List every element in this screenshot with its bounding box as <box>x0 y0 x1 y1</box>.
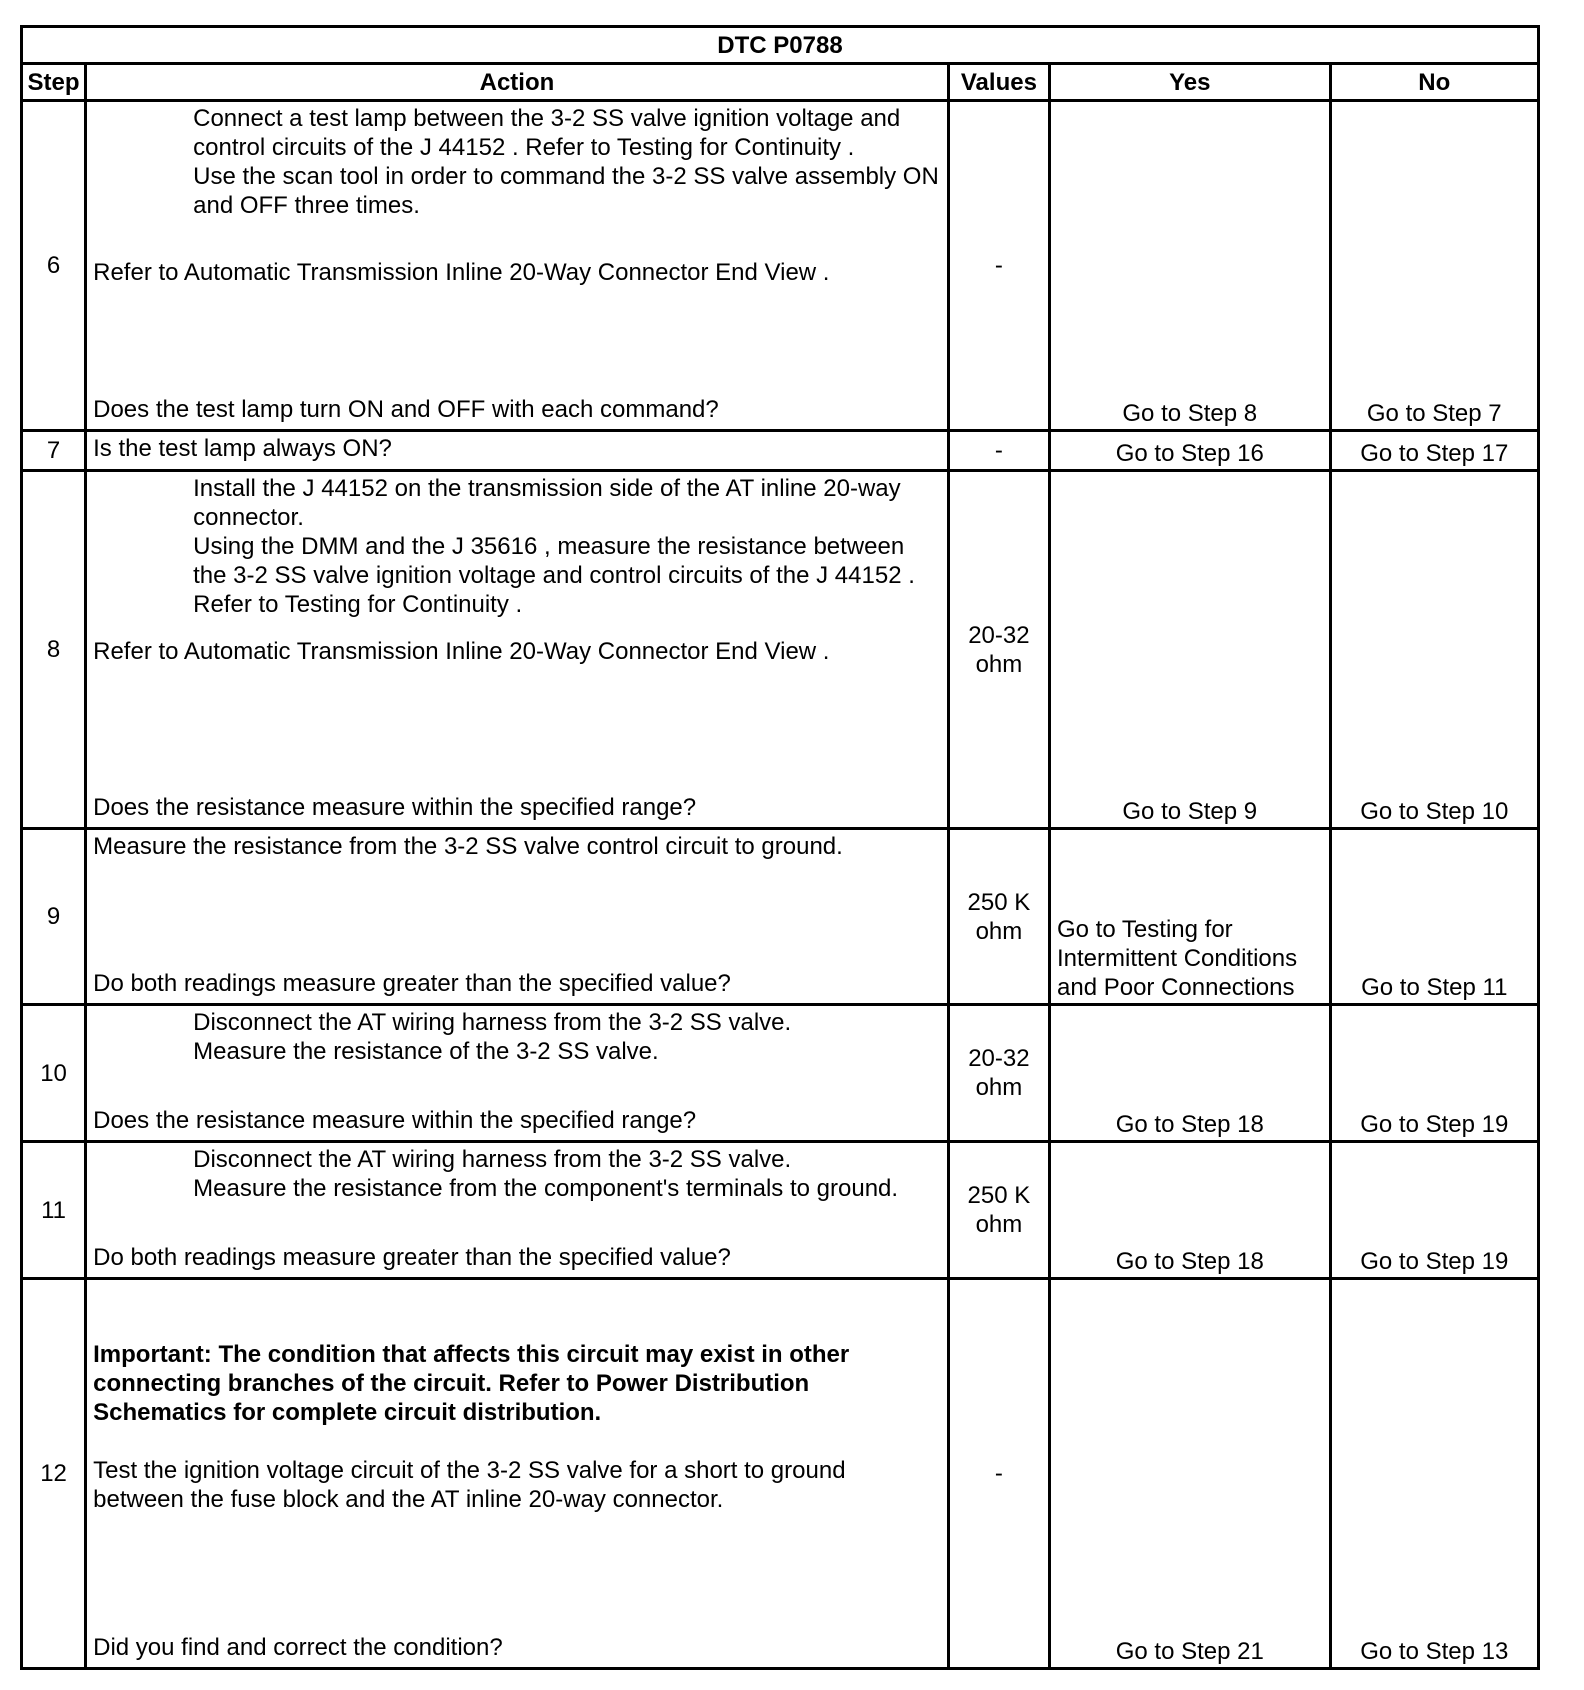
step-number: 8 <box>22 471 86 829</box>
action-instruction: Measure the resistance from the component's terminals to ground. <box>193 1175 899 1202</box>
value-cell <box>948 471 1049 829</box>
action-note: Refer to Automatic Transmission Inline 20-Way Connector End View . <box>93 259 830 286</box>
table-title: DTC P0788 <box>22 27 1539 64</box>
yes-cell: Go to Step 18 <box>1050 1142 1331 1279</box>
important-note: Important: The condition that affects this circuit may exist in other connecting branches of the circuit. Refer to Power Distribution Schematics for complete circuit distribution. <box>93 1341 850 1426</box>
yes-cell: Go to Step 9 <box>1050 471 1331 829</box>
action-instruction: Install the J 44152 on the transmission side of the AT inline 20-way connector. <box>193 475 901 531</box>
value-unit: ohm <box>975 650 1023 678</box>
table-row <box>22 1279 1539 1669</box>
yes-cell: Go to Step 18 <box>1050 1005 1331 1142</box>
action-question: Is the test lamp always ON? <box>86 431 949 471</box>
action-cell <box>86 1142 949 1279</box>
value-number: 20-32 <box>968 621 1030 649</box>
table-row <box>22 471 1539 829</box>
table-row <box>22 431 1539 471</box>
no-cell: Go to Step 19 <box>1330 1142 1538 1279</box>
value-cell <box>948 1005 1049 1142</box>
action-instruction: Connect a test lamp between the 3-2 SS valve ignition voltage and control circuits of the J 44152 . Refer to Testing for Continuity . <box>193 105 901 161</box>
step-number: 9 <box>22 829 86 1005</box>
action-instruction: Using the DMM and the J 35616 , measure the resistance between the 3-2 SS valve ignition voltage and control circuits of the J 44152 . Refer to Testing for Continuity . <box>193 533 915 618</box>
value-number: 250 K <box>967 888 1031 916</box>
action-question: Does the resistance measure within the specified range? <box>93 1107 697 1134</box>
action-note: Measure the resistance from the 3-2 SS valve control circuit to ground. <box>93 833 843 860</box>
no-cell: Go to Step 13 <box>1330 1279 1538 1669</box>
value-cell <box>948 1142 1049 1279</box>
value-number: 20-32 <box>968 1045 1030 1072</box>
step-number: 6 <box>22 101 86 431</box>
action-question: Did you find and correct the condition? <box>93 1634 503 1661</box>
yes-cell: Go to Step 21 <box>1050 1279 1331 1669</box>
title-row <box>22 27 1539 64</box>
yes-cell: Go to Step 8 <box>1050 101 1331 431</box>
value-cell: - <box>948 101 1049 431</box>
action-cell <box>86 829 949 1005</box>
step-number: 11 <box>22 1142 86 1279</box>
step-number: 7 <box>22 431 86 471</box>
value-cell: - <box>948 1279 1049 1669</box>
yes-cell <box>1050 829 1331 1005</box>
header-row <box>22 64 1539 101</box>
table-row <box>22 829 1539 1005</box>
table-row <box>22 101 1539 431</box>
no-cell: Go to Step 19 <box>1330 1005 1538 1142</box>
action-question: Do both readings measure greater than the specified value? <box>93 1244 731 1271</box>
value-unit: ohm <box>975 1211 1023 1238</box>
action-question: Does the resistance measure within the specified range? <box>93 794 697 821</box>
yes-cell: Go to Step 16 <box>1050 431 1331 471</box>
action-cell <box>86 471 949 829</box>
no-cell: Go to Step 11 <box>1330 829 1538 1005</box>
table-row <box>22 1005 1539 1142</box>
header-action: Action <box>86 64 949 101</box>
value-cell <box>948 829 1049 1005</box>
action-note: Test the ignition voltage circuit of the 3-2 SS valve for a short to ground between the fuse block and the AT inline 20-way connector. <box>93 1457 846 1513</box>
header-no: No <box>1330 64 1538 101</box>
action-cell <box>86 1279 949 1669</box>
header-values: Values <box>948 64 1049 101</box>
action-instruction: Disconnect the AT wiring harness from the 3-2 SS valve. <box>193 1146 792 1173</box>
value-unit: ohm <box>975 917 1023 945</box>
action-cell <box>86 101 949 431</box>
action-question: Does the test lamp turn ON and OFF with each command? <box>93 396 719 423</box>
value-unit: ohm <box>975 1074 1023 1101</box>
header-step: Step <box>22 64 86 101</box>
table-row <box>22 1142 1539 1279</box>
yes-line: Go to Testing for <box>1057 916 1233 943</box>
dtc-table <box>20 25 1540 1670</box>
value-cell: - <box>948 431 1049 471</box>
header-yes: Yes <box>1050 64 1331 101</box>
no-cell: Go to Step 17 <box>1330 431 1538 471</box>
step-number: 12 <box>22 1279 86 1669</box>
action-question: Do both readings measure greater than the specified value? <box>93 970 731 997</box>
no-cell: Go to Step 10 <box>1330 471 1538 829</box>
action-instruction: Measure the resistance of the 3-2 SS valve. <box>193 1038 659 1065</box>
value-number: 250 K <box>967 1182 1031 1209</box>
yes-line: and Poor Connections <box>1057 974 1295 1001</box>
action-instruction: Use the scan tool in order to command the 3-2 SS valve assembly ON and OFF three times. <box>193 163 939 219</box>
action-note: Refer to Automatic Transmission Inline 20-Way Connector End View . <box>93 638 830 665</box>
yes-line: Intermittent Conditions <box>1057 945 1298 972</box>
no-cell: Go to Step 7 <box>1330 101 1538 431</box>
action-cell <box>86 1005 949 1142</box>
step-number: 10 <box>22 1005 86 1142</box>
action-instruction: Disconnect the AT wiring harness from the 3-2 SS valve. <box>193 1009 792 1036</box>
